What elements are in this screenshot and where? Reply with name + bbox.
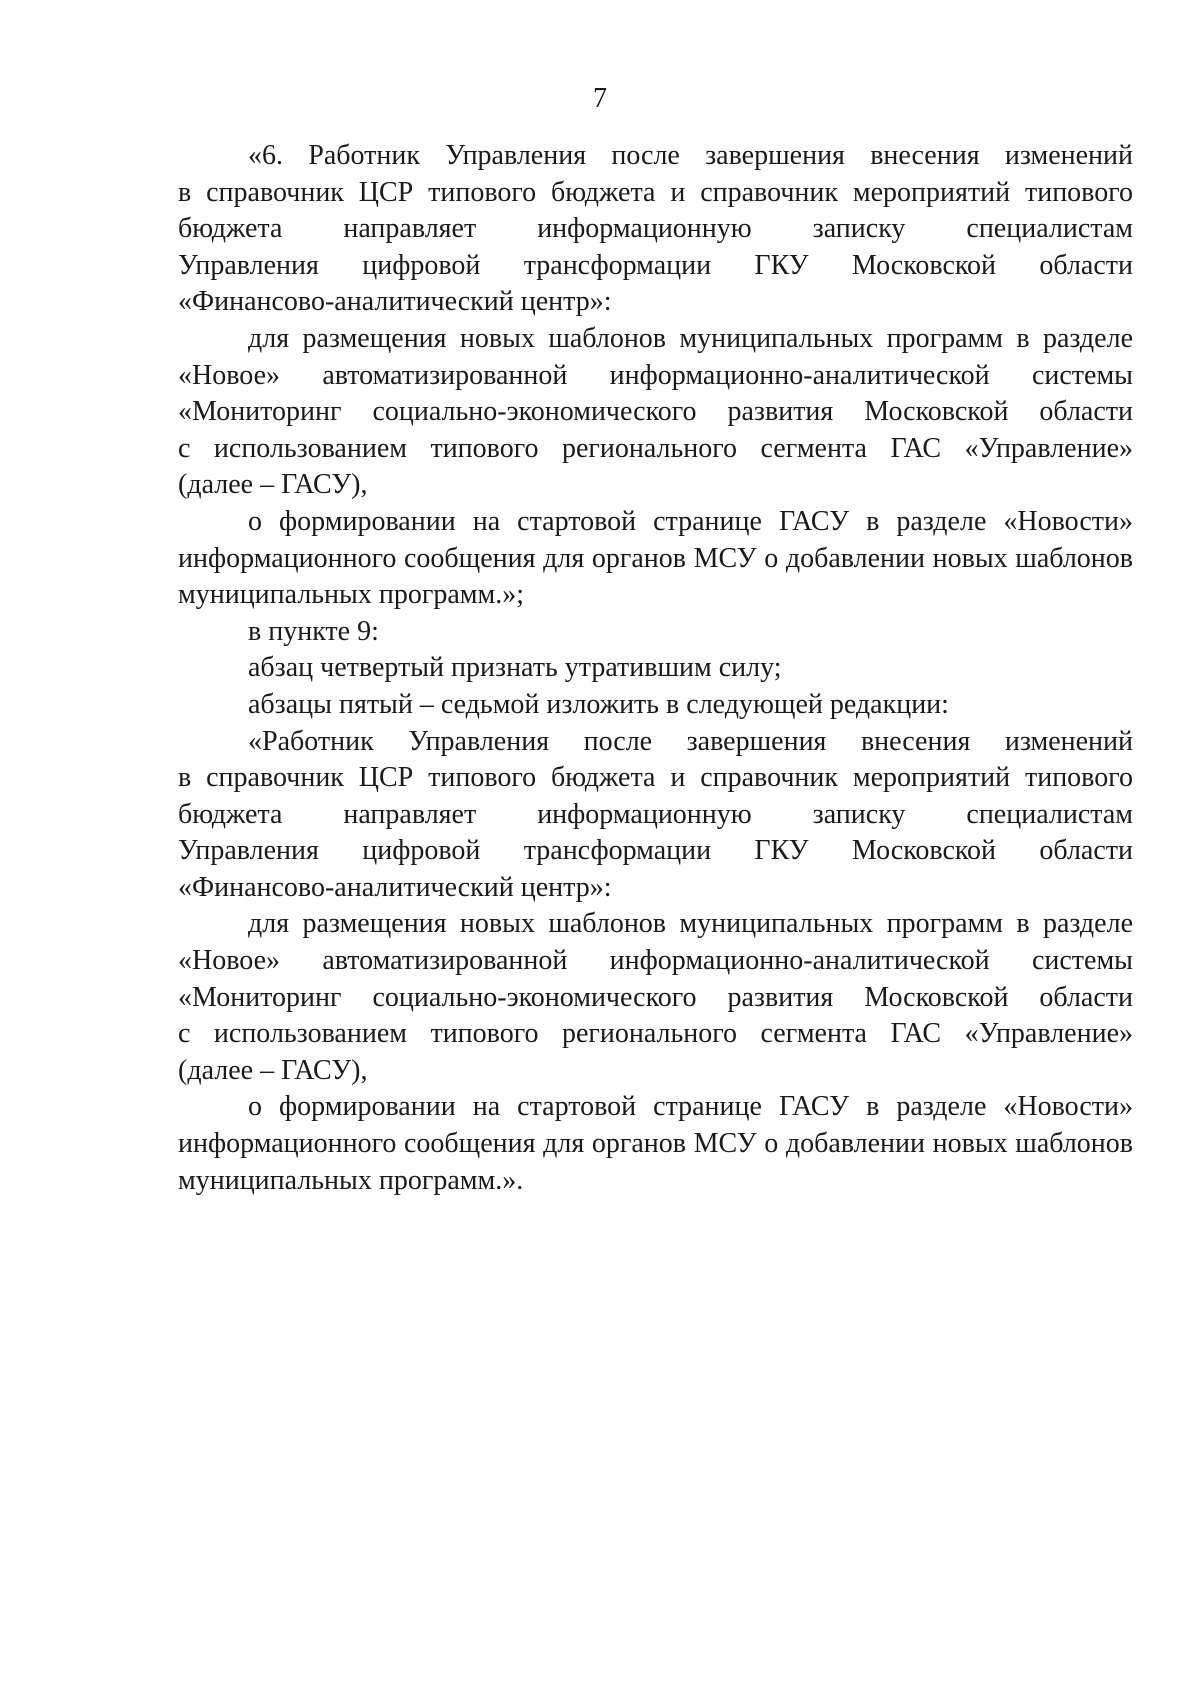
text-line: информационного сообщения для органов МСУ о добавлении новых шаблонов bbox=[178, 542, 1133, 574]
text-line: информационного сообщения для органов МСУ о добавлении новых шаблонов bbox=[178, 1128, 1133, 1160]
text-line: «Новое» автоматизированной информационно-аналитической системы bbox=[178, 359, 1133, 391]
text-line: с использованием типового регионального сегмента ГАС «Управление» bbox=[178, 432, 1133, 464]
text-line: «Новое» автоматизированной информационно-аналитической системы bbox=[178, 945, 1133, 977]
text-line: «Мониторинг социально-экономического развития Московской области bbox=[178, 396, 1133, 428]
text-line: в справочник ЦСР типового бюджета и справочник мероприятий типового bbox=[178, 762, 1133, 794]
text-line: о формировании на стартовой странице ГАСУ в разделе «Новости» bbox=[248, 505, 1133, 537]
page-number: 7 bbox=[593, 83, 607, 114]
text-line: в справочник ЦСР типового бюджета и справочник мероприятий типового bbox=[178, 176, 1133, 208]
text-line: Управления цифровой трансформации ГКУ Московской области bbox=[178, 835, 1133, 867]
text-line: «Работник Управления после завершения внесения изменений bbox=[248, 725, 1133, 757]
text-line: в пункте 9: bbox=[248, 615, 379, 647]
text-line: с использованием типового регионального сегмента ГАС «Управление» bbox=[178, 1018, 1133, 1050]
text-line: о формировании на стартовой странице ГАСУ в разделе «Новости» bbox=[248, 1091, 1133, 1123]
text-line: бюджета направляет информационную записку специалистам bbox=[178, 798, 1133, 830]
text-line: (далее – ГАСУ), bbox=[178, 469, 368, 501]
text-line: муниципальных программ.»; bbox=[178, 579, 524, 611]
text-line: для размещения новых шаблонов муниципальных программ в разделе bbox=[248, 322, 1133, 354]
text-line: «Финансово-аналитический центр»: bbox=[178, 871, 612, 903]
text-line: Управления цифровой трансформации ГКУ Московской области bbox=[178, 249, 1133, 281]
text-line: абзацы пятый – седьмой изложить в следующей редакции: bbox=[248, 688, 949, 720]
text-line: «Мониторинг социально-экономического развития Московской области bbox=[178, 981, 1133, 1013]
text-line: «6. Работник Управления после завершения внесения изменений bbox=[248, 140, 1133, 171]
text-line: абзац четвертый признать утратившим силу; bbox=[248, 652, 782, 684]
text-line: (далее – ГАСУ), bbox=[178, 1054, 368, 1086]
text-line: «Финансово-аналитический центр»: bbox=[178, 286, 612, 318]
text-line: бюджета направляет информационную записку специалистам bbox=[178, 213, 1133, 245]
text-line: муниципальных программ.». bbox=[178, 1164, 524, 1196]
document-body bbox=[178, 138, 1133, 1199]
text-line: для размещения новых шаблонов муниципальных программ в разделе bbox=[248, 908, 1133, 940]
